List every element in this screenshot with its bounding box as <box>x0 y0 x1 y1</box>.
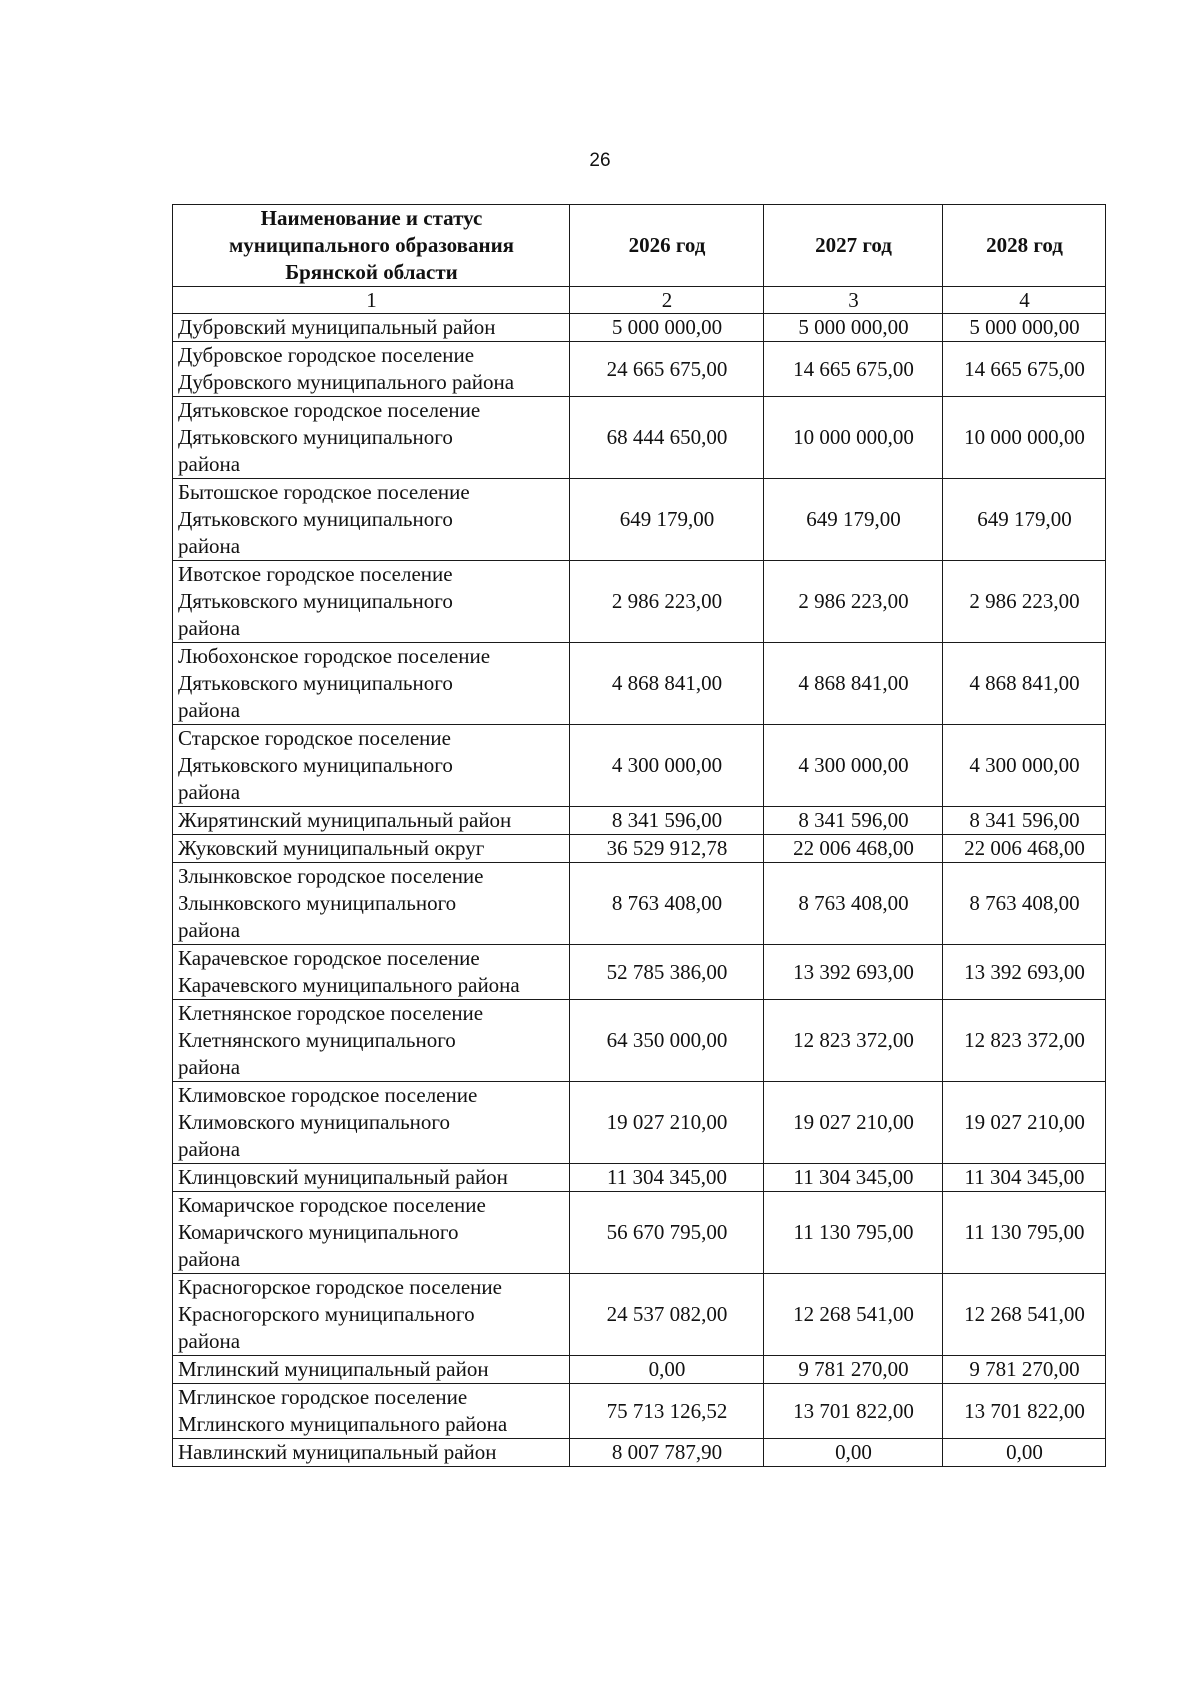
value-2027: 8 341 596,00 <box>764 807 943 835</box>
value-2028: 649 179,00 <box>943 479 1106 561</box>
row-name-cell <box>173 1356 570 1384</box>
table-row <box>173 1082 1106 1164</box>
row-name-cell <box>173 561 570 643</box>
table-row <box>173 1356 1106 1384</box>
value-2027: 12 823 372,00 <box>764 1000 943 1082</box>
row-name-line: Ивотское городское поселение <box>178 562 453 586</box>
value-2027: 4 300 000,00 <box>764 725 943 807</box>
value-2028: 11 304 345,00 <box>943 1164 1106 1192</box>
value-2026: 68 444 650,00 <box>570 397 764 479</box>
row-name-line: района <box>178 1247 241 1271</box>
value-2028: 14 665 675,00 <box>943 342 1106 397</box>
row-name-line: Мглинское городское поселение <box>178 1385 468 1409</box>
budget-table <box>172 204 1106 1467</box>
row-name-cell <box>173 1000 570 1082</box>
value-2027: 12 268 541,00 <box>764 1274 943 1356</box>
table-row <box>173 314 1106 342</box>
row-name-line: Красногорское городское поселение <box>178 1275 502 1299</box>
row-name-line: Дубровского муниципального района <box>178 370 515 394</box>
value-2028: 10 000 000,00 <box>943 397 1106 479</box>
row-name-cell <box>173 342 570 397</box>
value-2026: 8 763 408,00 <box>570 863 764 945</box>
header-2028: 2028 год <box>943 205 1106 287</box>
column-number: 2 <box>570 287 764 314</box>
row-name-cell <box>173 1164 570 1192</box>
row-name-line: района <box>178 452 241 476</box>
value-2026: 36 529 912,78 <box>570 835 764 863</box>
value-2028: 8 763 408,00 <box>943 863 1106 945</box>
table-row <box>173 1000 1106 1082</box>
value-2028: 4 868 841,00 <box>943 643 1106 725</box>
row-name-cell <box>173 863 570 945</box>
table-row <box>173 1384 1106 1439</box>
row-name-line: Карачевское городское поселение <box>178 946 480 970</box>
value-2027: 13 392 693,00 <box>764 945 943 1000</box>
value-2026: 4 300 000,00 <box>570 725 764 807</box>
row-name-line: Злынковское городское поселение <box>178 864 484 888</box>
value-2026: 8 007 787,90 <box>570 1439 764 1467</box>
row-name-line: Дубровский муниципальный район <box>178 315 496 339</box>
table-row <box>173 725 1106 807</box>
header-name-line: муниципального образования <box>228 233 515 257</box>
table-row <box>173 397 1106 479</box>
value-2027: 0,00 <box>764 1439 943 1467</box>
value-2028: 22 006 468,00 <box>943 835 1106 863</box>
header-row <box>173 205 1106 287</box>
value-2027: 19 027 210,00 <box>764 1082 943 1164</box>
column-number: 1 <box>173 287 570 314</box>
table-row <box>173 945 1106 1000</box>
row-name-line: Бытошское городское поселение <box>178 480 470 504</box>
value-2028: 13 701 822,00 <box>943 1384 1106 1439</box>
row-name-cell <box>173 725 570 807</box>
row-name-line: Любохонское городское поселение <box>178 644 491 668</box>
row-name-line: Мглинский муниципальный район <box>178 1357 489 1381</box>
value-2026: 52 785 386,00 <box>570 945 764 1000</box>
row-name-cell <box>173 1192 570 1274</box>
row-name-line: района <box>178 698 241 722</box>
value-2026: 64 350 000,00 <box>570 1000 764 1082</box>
row-name-cell <box>173 1274 570 1356</box>
value-2027: 8 763 408,00 <box>764 863 943 945</box>
value-2027: 22 006 468,00 <box>764 835 943 863</box>
value-2027: 11 304 345,00 <box>764 1164 943 1192</box>
column-number: 3 <box>764 287 943 314</box>
value-2026: 4 868 841,00 <box>570 643 764 725</box>
value-2028: 19 027 210,00 <box>943 1082 1106 1164</box>
row-name-line: Дятьковского муниципального <box>178 425 453 449</box>
row-name-line: Комаричского муниципального <box>178 1220 459 1244</box>
row-name-line: Дятьковского муниципального <box>178 753 453 777</box>
table-row <box>173 479 1106 561</box>
table-row <box>173 807 1106 835</box>
table-row <box>173 1439 1106 1467</box>
row-name-line: Красногорского муниципального <box>178 1302 475 1326</box>
row-name-line: района <box>178 534 241 558</box>
value-2027: 649 179,00 <box>764 479 943 561</box>
row-name-cell <box>173 1082 570 1164</box>
value-2026: 56 670 795,00 <box>570 1192 764 1274</box>
row-name-line: Старское городское поселение <box>178 726 451 750</box>
value-2026: 24 665 675,00 <box>570 342 764 397</box>
row-name-cell <box>173 807 570 835</box>
row-name-cell <box>173 397 570 479</box>
row-name-cell <box>173 835 570 863</box>
value-2028: 12 268 541,00 <box>943 1274 1106 1356</box>
row-name-line: Дятьковского муниципального <box>178 671 453 695</box>
value-2026: 2 986 223,00 <box>570 561 764 643</box>
row-name-line: района <box>178 1055 241 1079</box>
row-name-line: Жуковский муниципальный округ <box>178 836 485 860</box>
row-name-cell <box>173 1384 570 1439</box>
row-name-line: района <box>178 780 241 804</box>
value-2027: 11 130 795,00 <box>764 1192 943 1274</box>
value-2027: 9 781 270,00 <box>764 1356 943 1384</box>
value-2028: 11 130 795,00 <box>943 1192 1106 1274</box>
value-2028: 9 781 270,00 <box>943 1356 1106 1384</box>
page-number: 26 <box>589 150 611 171</box>
value-2028: 2 986 223,00 <box>943 561 1106 643</box>
row-name-line: района <box>178 1329 241 1353</box>
value-2028: 8 341 596,00 <box>943 807 1106 835</box>
value-2026: 5 000 000,00 <box>570 314 764 342</box>
row-name-line: Клинцовский муниципальный район <box>178 1165 508 1189</box>
table-row <box>173 643 1106 725</box>
header-name-line: Брянской области <box>285 260 458 284</box>
row-name-cell <box>173 314 570 342</box>
row-name-cell <box>173 479 570 561</box>
value-2026: 0,00 <box>570 1356 764 1384</box>
row-name-line: Мглинского муниципального района <box>178 1412 508 1436</box>
value-2028: 4 300 000,00 <box>943 725 1106 807</box>
table-body <box>173 314 1106 1467</box>
row-name-line: Злынковского муниципального <box>178 891 457 915</box>
row-name-line: Дятьковского муниципального <box>178 507 453 531</box>
table-row <box>173 1192 1106 1274</box>
table-row <box>173 1164 1106 1192</box>
value-2026: 24 537 082,00 <box>570 1274 764 1356</box>
value-2028: 0,00 <box>943 1439 1106 1467</box>
table-row <box>173 561 1106 643</box>
table-row <box>173 1274 1106 1356</box>
row-name-line: Климовское городское поселение <box>178 1083 478 1107</box>
row-name-line: Дятьковское городское поселение <box>178 398 481 422</box>
value-2027: 14 665 675,00 <box>764 342 943 397</box>
row-name-line: Карачевского муниципального района <box>178 973 520 997</box>
column-number: 4 <box>943 287 1106 314</box>
table-row <box>173 863 1106 945</box>
value-2027: 2 986 223,00 <box>764 561 943 643</box>
header-name <box>173 205 570 287</box>
row-name-line: района <box>178 1137 241 1161</box>
table-row <box>173 342 1106 397</box>
row-name-cell <box>173 945 570 1000</box>
row-name-line: Жирятинский муниципальный район <box>178 808 512 832</box>
row-name-line: Клетнянского муниципального <box>178 1028 456 1052</box>
row-name-line: Дубровское городское поселение <box>178 343 475 367</box>
value-2028: 12 823 372,00 <box>943 1000 1106 1082</box>
table-row <box>173 835 1106 863</box>
row-name-cell <box>173 1439 570 1467</box>
value-2027: 4 868 841,00 <box>764 643 943 725</box>
row-name-line: Дятьковского муниципального <box>178 589 453 613</box>
header-2026: 2026 год <box>570 205 764 287</box>
value-2026: 8 341 596,00 <box>570 807 764 835</box>
value-2026: 11 304 345,00 <box>570 1164 764 1192</box>
value-2027: 10 000 000,00 <box>764 397 943 479</box>
header-2027: 2027 год <box>764 205 943 287</box>
row-name-cell <box>173 643 570 725</box>
value-2026: 649 179,00 <box>570 479 764 561</box>
header-name-line: Наименование и статус <box>260 206 483 230</box>
value-2027: 13 701 822,00 <box>764 1384 943 1439</box>
row-name-line: района <box>178 616 241 640</box>
value-2026: 75 713 126,52 <box>570 1384 764 1439</box>
row-name-line: Комаричское городское поселение <box>178 1193 486 1217</box>
value-2027: 5 000 000,00 <box>764 314 943 342</box>
row-name-line: Клетнянское городское поселение <box>178 1001 484 1025</box>
row-name-line: Навлинский муниципальный район <box>178 1440 497 1464</box>
value-2026: 19 027 210,00 <box>570 1082 764 1164</box>
row-name-line: Климовского муниципального <box>178 1110 450 1134</box>
column-number-row <box>173 287 1106 314</box>
row-name-line: района <box>178 918 241 942</box>
value-2028: 5 000 000,00 <box>943 314 1106 342</box>
value-2028: 13 392 693,00 <box>943 945 1106 1000</box>
